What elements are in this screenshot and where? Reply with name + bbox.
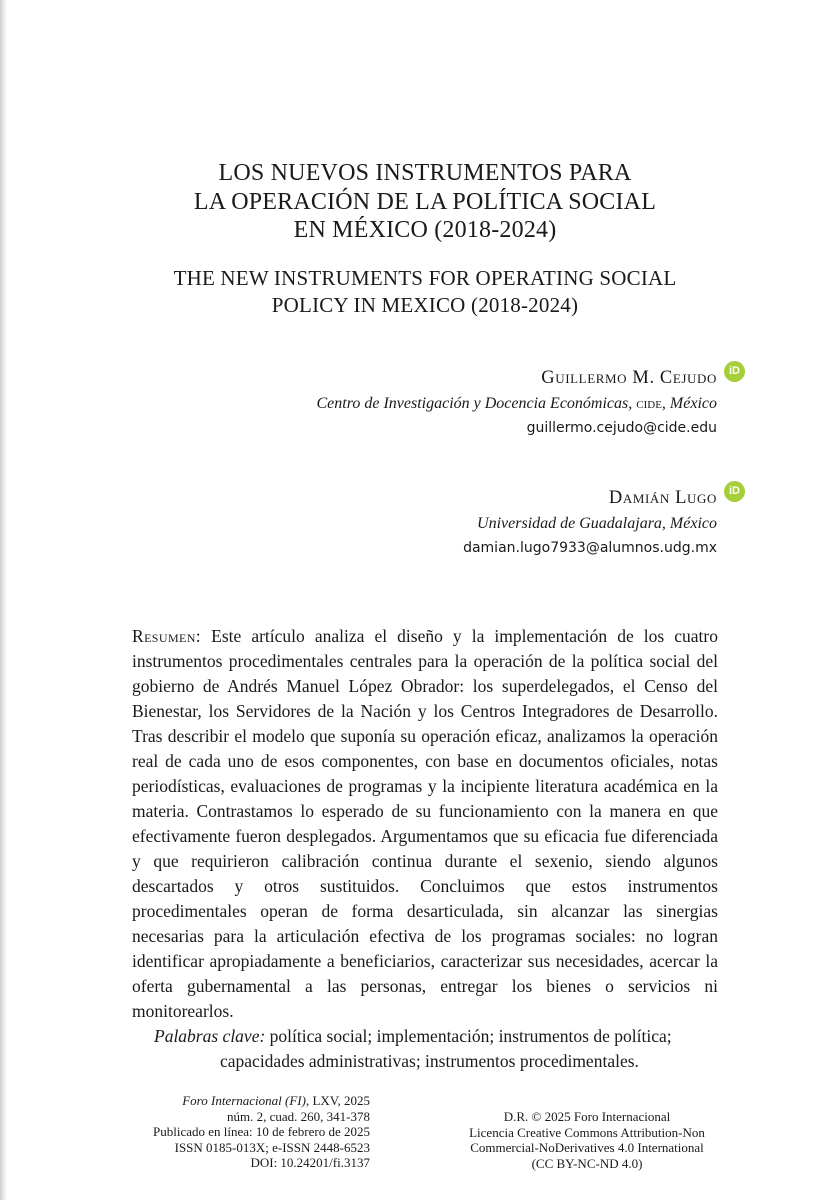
title-en-line-2: POLICY IN MEXICO (2018-2024) (271, 293, 579, 317)
license-line-3: (CC BY-NC-ND 4.0) (531, 1155, 643, 1171)
author-name: Damián Lugo (608, 488, 717, 508)
copyright: D.R. © 2025 Foro Internacional (503, 1109, 671, 1124)
abstract (132, 624, 718, 1074)
orcid-icon[interactable]: iD (724, 361, 745, 382)
journal-issue: núm. 2, cuad. 260, 341-378 (227, 1108, 370, 1124)
author-affiliation: Universidad de Guadalajara, México (477, 515, 717, 532)
keywords-label: Palabras clave: (154, 1026, 266, 1046)
license-line-2: Commercial-NoDerivatives 4.0 International (470, 1140, 704, 1155)
license-line-1: Licencia Creative Commons Attribution-Non (469, 1124, 705, 1140)
page-binding-edge (0, 0, 7, 1200)
affiliation-text: Centro de Investigación y Docencia Económicas, (316, 395, 637, 412)
license-info (455, 1109, 719, 1171)
affiliation-country: , México (661, 395, 717, 412)
title-en-line-1: THE NEW INSTRUMENTS FOR OPERATING SOCIAL (173, 266, 677, 290)
publication-date: Publicado en línea: 10 de febrero de 2025 (153, 1124, 370, 1139)
author-email[interactable]: guillermo.cejudo@cide.edu (526, 420, 717, 436)
author-email[interactable]: damian.lugo7933@alumnos.udg.mx (463, 540, 717, 556)
abstract-body (132, 624, 718, 1024)
author-affiliation (316, 393, 717, 415)
author-block-cejudo (316, 365, 740, 441)
keywords-line-1: política social; implementación; instrumentos de política; (269, 1026, 672, 1046)
journal-name: Foro Internacional (FI) (182, 1093, 306, 1108)
journal-volume: , LXV, 2025 (305, 1093, 370, 1108)
author-block-lugo (463, 485, 740, 561)
abstract-label: Resumen: (132, 626, 202, 646)
affiliation-abbr: cide (636, 396, 662, 412)
doi[interactable]: DOI: 10.24201/fi.3137 (250, 1155, 370, 1170)
journal-info (130, 1093, 370, 1171)
keywords-line-2: capacidades administrativas; instrumentos procedimentales. (220, 1051, 639, 1071)
journal-citation (130, 1093, 370, 1109)
title-es-line-1: LOS NUEVOS INSTRUMENTOS PARA (218, 160, 632, 186)
abstract-text: Este artículo analiza el diseño y la implementación de los cuatro instrumentos procedimentales centrales para la operación de la política social del gobierno de Andrés Manuel López Obrador: los superdelegados, el Censo del Bienestar, los Servidores de la Nación y los Centros Integradores de Desarrollo. Tras describir el modelo que suponía su operación eficaz, analizamos la operación real de cada uno de esos componentes, con base en documentos oficiales, notas periodísticas, evaluaciones de programas y la incipiente literatura académica en la materia. Contrastamos lo esperado de su funcionamiento con la manera en que efectivamente fueron desplegados. Argumentamos que su eficacia fue diferenciada y que requirieron calibración continua durante el sexenio, siendo algunos descartados y otros sustituidos. Concluimos que estos instrumentos procedimentales operan de forma desarticulada, sin alcanzar las sinergias necesarias para la articulación efectiva de los programas sociales: no logran identificar apropiadamente a beneficiarios, caracterizar sus necesidades, acercar la oferta gubernamental a las personas, entregar los bienes o servicios ni monitorearlos. (132, 626, 718, 1021)
title-spanish (90, 159, 760, 245)
title-es-line-2: LA OPERACIÓN DE LA POLÍTICA SOCIAL (193, 188, 657, 215)
title-english (90, 265, 760, 319)
issn: ISSN 0185-013X; e-ISSN 2448-6523 (174, 1139, 370, 1155)
title-es-line-3: EN MÉXICO (2018-2024) (293, 217, 557, 243)
orcid-icon[interactable]: iD (724, 481, 745, 502)
author-name: Guillermo M. Cejudo (541, 368, 717, 388)
keywords (132, 1024, 718, 1074)
